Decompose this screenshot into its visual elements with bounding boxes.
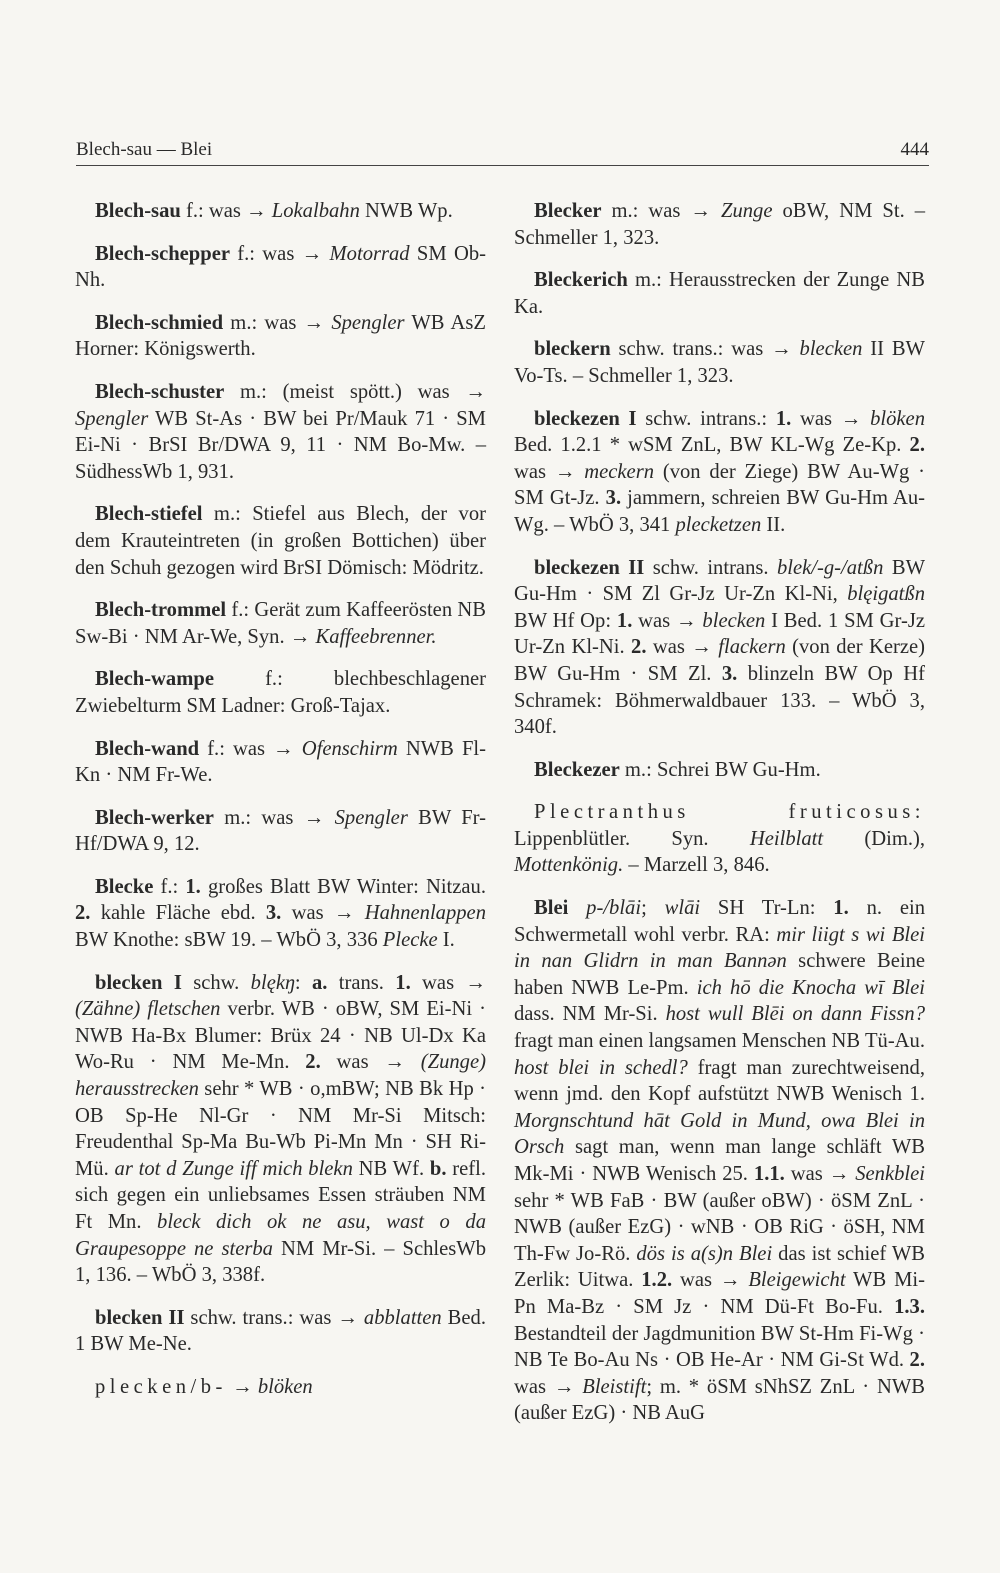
entry-text: : [294, 971, 312, 994]
entry-italic-text: Ofenschirm [301, 737, 398, 760]
entry-text: m.: Stiefel aus Blech, der vor dem Krauteintreten (in großen Bottichen) über den Schuh gezogen wird BrSI Dömisch: Mödritz. [75, 503, 486, 579]
entry-text: oBW, NM St. – Schmeller 1, 323. [514, 200, 926, 249]
entry-text: NWB Fl-Kn · NM Fr-We. [75, 737, 486, 787]
dictionary-entry [75, 198, 486, 225]
entry-text: SM Ob-Nh. [75, 242, 486, 292]
entry-text: I Bed. 1 SM Gr-Jz Ur-Zn Kl-Ni. [514, 609, 925, 659]
entry-headword: Bleckerich [534, 269, 628, 292]
entry-text: schw. trans.: was → [184, 1306, 364, 1329]
sense-number: 1. [833, 897, 849, 920]
entry-text: Bed. 1 BW Me-Ne. [75, 1306, 486, 1356]
entry-headword: Blech-trommel [95, 599, 227, 622]
entry-italic-text: Kaffeebrenner. [315, 625, 437, 648]
sense-number: 3. [605, 487, 622, 510]
dictionary-entry [514, 267, 925, 320]
entry-italic-text: Mottenkönig. [514, 854, 624, 877]
entry-italic-text: abblatten [363, 1306, 442, 1329]
page-number: 444 [900, 139, 929, 160]
entry-text: (von der Kerze) BW Gu-Hm · SM Zl. [514, 636, 925, 685]
entry-text: was → [646, 636, 719, 659]
dictionary-entry [75, 241, 486, 294]
entry-text: ; m. * öSM sNhSZ ZnL · NWB (außer EzG) · NB AuG [514, 1375, 925, 1425]
entry-italic-text: Morgnschtund hāt Gold in Mund, owa Blei in Orsch [514, 1109, 925, 1159]
entry-text: BW Hf Op: [514, 609, 617, 632]
entry-headword: blecken I [95, 971, 182, 994]
entry-text: f.: blechbeschlagener Zwiebelturm SM Ladner: Groß-Tajax. [75, 668, 486, 717]
entry-text: refl. sich gegen ein unliebsames Essen sträuben NM Ft Mn. [75, 1157, 487, 1233]
sense-number: 1. [616, 609, 633, 632]
dictionary-entry [75, 736, 486, 789]
entry-text: m.: was → [213, 806, 335, 829]
header-rule [76, 165, 929, 166]
left-column [75, 198, 486, 1417]
entry-text: Bed. 1.2.1 * wSM ZnL, BW KL-Wg Ze-Kp. [514, 434, 910, 457]
entry-text: großes Blatt BW Winter: Nitzau. [200, 875, 486, 898]
entry-italic-text: blękŋ [250, 971, 295, 994]
entry-text: blinzeln BW Op Hf Schramek: Böhmerwaldbauer 133. – WbÖ 3, 340f. [514, 662, 925, 739]
entry-italic-text: Zunge [721, 200, 773, 222]
entry-italic-text: p-/blāi [586, 897, 642, 920]
dictionary-entry [514, 406, 925, 539]
entry-italic-text: ich hō die Knocha wī Blei [696, 976, 925, 999]
entry-text: sagt man, wenn man lange schläft WB Mk-Mi · NWB Wenisch 25. [514, 1136, 925, 1185]
right-column [514, 198, 925, 1443]
entry-italic-text: host blei in schedl? [514, 1056, 688, 1079]
entry-text [568, 897, 586, 919]
entry-text: das ist schief WB Zerlik: Uitwa. [514, 1242, 926, 1292]
entry-italic-text: host wull Blēi on dann Fissn? [665, 1003, 925, 1026]
sense-number: a. [311, 971, 328, 994]
dictionary-entry [75, 1305, 486, 1358]
entry-text: was → [784, 1163, 856, 1185]
entry-text: – Marzell 3, 846. [623, 854, 770, 877]
entry-headword: Blecke [95, 875, 154, 898]
entry-headword: Blech-wand [95, 737, 200, 760]
entry-italic-text: blöken [257, 1375, 313, 1398]
entry-text: Bestandteil der Jagdmunition BW St-Hm Fi-Wg · NB Te Bo-Au Ns · OB He-Ar · NM Gi-St Wd. [514, 1322, 925, 1372]
entry-italic-text: Bleistift [582, 1375, 647, 1398]
entry-text: was → [672, 1269, 749, 1292]
sense-number: 1. [395, 971, 411, 994]
entry-headword: Blecker [534, 200, 602, 222]
entry-text: was → [320, 1051, 421, 1074]
entry-text: m.: was → [601, 200, 721, 222]
entry-italic-text: dös is a(s)n Blei [636, 1242, 773, 1265]
sense-number: 2. [305, 1051, 321, 1074]
entry-italic-text: meckern [584, 460, 655, 483]
entry-text: II BW Vo-Ts. – Schmeller 1, 323. [514, 338, 925, 387]
sense-number: b. [429, 1157, 447, 1180]
entry-text: NB Wf. [352, 1157, 430, 1180]
sense-number: 3. [265, 902, 282, 925]
dictionary-entry [514, 555, 925, 741]
entry-text: WB Mi-Pn Ma-Bz · SM Jz · NM Dü-Ft Bo-Fu. [514, 1269, 925, 1318]
dictionary-entry [75, 1374, 486, 1401]
sense-number: 2. [909, 434, 925, 457]
entry-text: sehr * WB · o,mBW; NB Bk Hp · OB Sp-He Nl-Gr · NM Mr-Si Mitsch: Freudenthal Sp-Ma Bu-Wb Pi-Mn Mn · SH Ri-Mü. [75, 1078, 486, 1180]
entry-text: BW Knothe: sBW 19. – WbÖ 3, 336 [75, 929, 383, 952]
entry-text: f.: Gerät zum Kaffeerösten NB Sw-Bi · NM Ar-We, Syn. → [75, 599, 486, 648]
entry-text: f.: was → [230, 242, 330, 265]
entry-headword: Blech-schmied [95, 311, 224, 334]
entry-headword: Bleckezer [534, 758, 620, 781]
entry-text: schwere Beine haben NWB Le-Pm. [514, 950, 926, 999]
entry-text: trans. [327, 971, 396, 994]
sense-number: 1.2. [641, 1269, 673, 1292]
entry-italic-text: blecken [799, 338, 863, 361]
entry-text: ; [641, 897, 665, 920]
entry-text: fragt man einen langsamen Menschen NB Tü-Au. [514, 1030, 925, 1053]
entry-text: schw. intrans. [644, 556, 777, 579]
entry-text: sehr * WB FaB · BW (außer oBW) · öSM ZnL · NWB (außer EzG) · wNB · OB RiG · öSH, NM Th-Fw Jo-Rö. [514, 1189, 925, 1265]
entry-italic-text: blecken [702, 609, 766, 632]
entry-text: was → [514, 1375, 583, 1398]
entry-text: m.: Schrei BW Gu-Hm. [619, 758, 821, 781]
entry-text: SH Tr-Ln: [700, 897, 834, 920]
entry-text: was → [410, 971, 487, 994]
entry-italic-text: Heilblatt [749, 827, 824, 850]
entry-text: NM Mr-Si. – SchlesWb 1, 136. – WbÖ 3, 338f. [75, 1237, 486, 1287]
dictionary-entry [75, 805, 486, 858]
entry-text: → [226, 1375, 258, 1398]
entry-text: was → [281, 902, 365, 925]
entry-text: kahle Fläche ebd. [90, 902, 266, 925]
entry-headword: Blei [534, 897, 569, 920]
entry-text: BW Fr-Hf/DWA 9, 12. [75, 806, 486, 856]
entry-italic-text: mir liigt s wi Blei in nan Glidrn in man Bannən [514, 923, 925, 973]
entry-italic-text: plecketzen [675, 513, 762, 536]
entry-italic-text: (Zunge) herausstrecken [75, 1051, 486, 1101]
entry-headword: blecken II [95, 1306, 185, 1329]
dictionary-entry [75, 666, 486, 719]
dictionary-entry [75, 501, 486, 581]
entry-text: NWB Wp. [359, 200, 453, 222]
entry-headword: bleckern [534, 338, 611, 361]
entry-italic-text: Spengler [331, 311, 405, 334]
entry-headword: Blech-stiefel [95, 503, 203, 526]
entry-text: verbr. WB · oBW, SM Ei-Ni · NWB Ha-Bx Blumer: Brüx 24 · NB Ul-Dx Ka Wo-Ru · NM Me-Mn. [75, 998, 487, 1074]
entry-italic-text: blęigatßn [847, 583, 925, 606]
entry-italic-text: (Zähne) fletschen [75, 998, 221, 1021]
dictionary-entry [75, 310, 486, 363]
entry-text: WB AsZ Horner: Königswerth. [75, 311, 486, 361]
entry-italic-text: Lokalbahn [271, 200, 360, 222]
dictionary-entry [514, 799, 925, 879]
entry-text: I. [437, 929, 455, 952]
entry-text: was → [514, 460, 585, 483]
entry-italic-text: Motorrad [329, 242, 410, 265]
dictionary-entry [75, 970, 486, 1289]
entry-italic-text: Spengler [75, 407, 149, 430]
entry-text: n. ein Schwermetall wohl verbr. RA: [514, 897, 925, 946]
entry-text: m.: was → [223, 311, 332, 334]
entry-italic-text: Hahnenlappen [364, 902, 486, 925]
entry-text: m.: (meist spött.) was → [224, 380, 486, 403]
entry-headword: Blech-schepper [95, 242, 230, 265]
sense-number: 2. [909, 1349, 925, 1372]
entry-italic-text: blöken [870, 407, 925, 430]
dictionary-entry [514, 757, 925, 784]
entry-headword: bleckezen II [534, 556, 645, 579]
entry-text: jammern, schreien BW Gu-Hm Au-Wg. – WbÖ 3, 341 [514, 487, 925, 536]
sense-number: 3. [721, 662, 738, 685]
entry-text: dass. NM Mr-Si. [514, 1003, 666, 1026]
sense-number: 1. [775, 407, 792, 430]
header-title: Blech-sau — Blei [76, 139, 213, 160]
entry-text: Lippenblütler. Syn. [514, 827, 750, 850]
entry-text: schw. [181, 971, 251, 994]
entry-italic-text: Plecke [382, 929, 438, 952]
dictionary-entry [514, 895, 925, 1427]
entry-text: f.: [153, 875, 186, 898]
entry-text: f.: was → [199, 737, 302, 760]
sense-number: 1.3. [894, 1295, 925, 1318]
sense-number: 2. [75, 902, 91, 925]
entry-headword: Blech-schuster [95, 380, 225, 403]
dictionary-entry [514, 336, 925, 389]
entry-headword: Blech-werker [95, 806, 214, 829]
entry-text: was → [791, 407, 871, 430]
entry-italic-text: flackern [718, 636, 786, 659]
entry-text: (von der Ziege) BW Au-Wg · SM Gt-Jz. [514, 460, 925, 510]
dictionary-entry [75, 379, 486, 485]
entry-text: (Dim.), [823, 827, 926, 850]
sense-number: 1. [185, 875, 201, 898]
entry-headword: Blech-wampe [95, 668, 214, 691]
entry-italic-text: bleck dich ok ne asu, wast o da Graupesoppe ne sterba [75, 1211, 486, 1260]
entry-headword: Blech-sau [95, 200, 181, 222]
sense-number: 1.1. [753, 1163, 785, 1185]
entry-text: was → [632, 609, 703, 632]
dictionary-entry [514, 198, 925, 251]
dictionary-entry [75, 874, 486, 954]
entry-italic-text: blek/-g-/atßn [777, 556, 884, 579]
entry-text: m.: Herausstrecken der Zunge NB Ka. [514, 269, 925, 318]
entry-text: WB St-As · BW bei Pr/Mauk 71 · SM Ei-Ni · BrSI Br/DWA 9, 11 · NM Bo-Mw. – SüdhessWb 1, 931. [75, 407, 486, 483]
entry-text: schw. intrans.: [636, 407, 776, 430]
entry-text: f.: was → [180, 200, 272, 222]
entry-italic-text: wlāi [664, 897, 701, 920]
dictionary-entry [75, 597, 486, 650]
entry-italic-text: ar tot d Zunge iff mich blekn [114, 1157, 353, 1180]
entry-spaced-lemma: Plectranthus fruticosus: [534, 801, 925, 824]
entry-italic-text: Spengler [334, 806, 408, 829]
entry-spaced-lemma: plecken/b- [95, 1375, 227, 1398]
entry-italic-text: Bleigewicht [748, 1269, 846, 1292]
entry-text: BW Gu-Hm · SM Zl Gr-Jz Ur-Zn Kl-Ni, [514, 556, 926, 606]
entry-italic-text: Senkblei [855, 1163, 925, 1185]
entry-headword: bleckezen I [534, 407, 637, 430]
entry-text: II. [761, 513, 786, 536]
entry-text: fragt man zurechtweisend, wenn jmd. den Kopf aufstützt NWB Wenisch 1. [514, 1056, 925, 1106]
sense-number: 2. [631, 636, 647, 659]
entry-text: schw. trans.: was → [610, 338, 800, 361]
